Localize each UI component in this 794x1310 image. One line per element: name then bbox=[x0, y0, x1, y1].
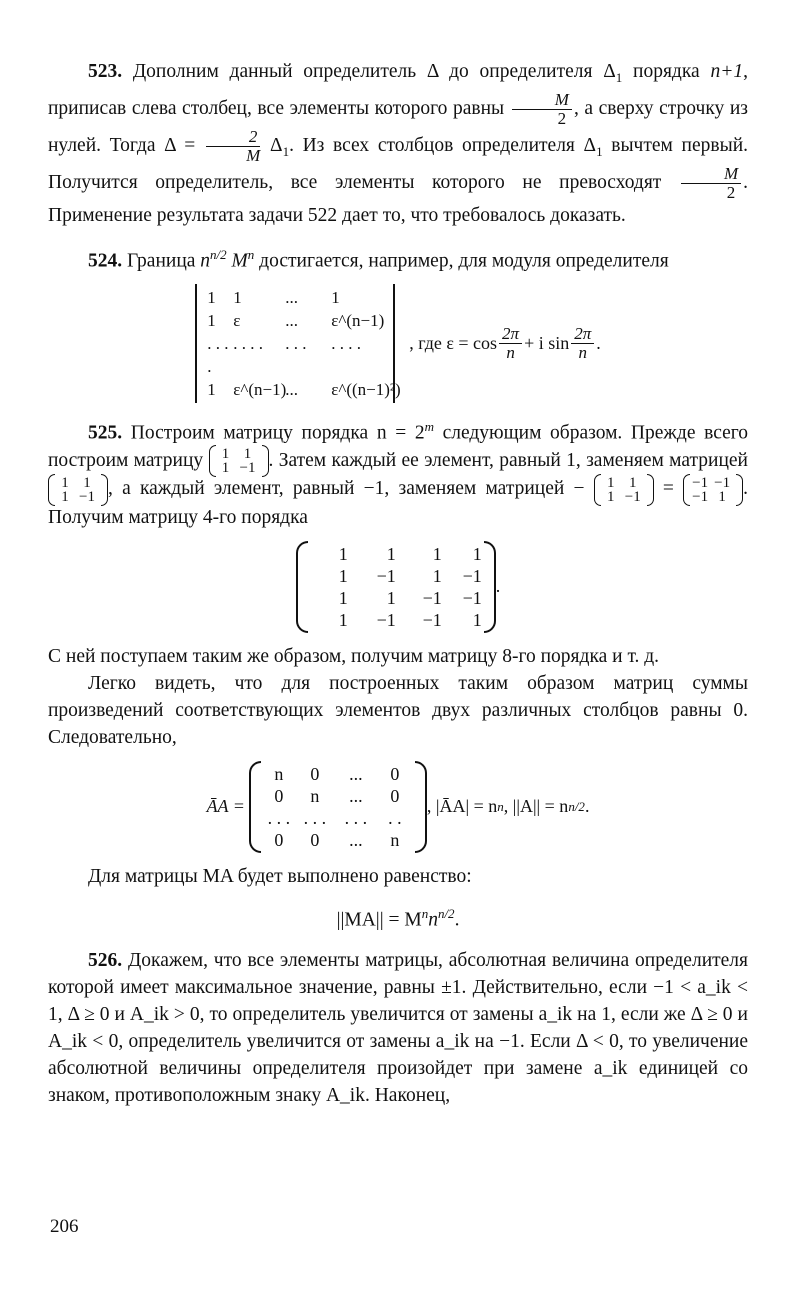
fraction: $\frac{M}{2}$ bbox=[512, 91, 572, 128]
matrix-cell: n bbox=[390, 829, 400, 850]
matrix-cell: 0 bbox=[274, 829, 284, 850]
matrix-cell: 1 bbox=[386, 543, 396, 564]
matrix-cell: 1 bbox=[331, 288, 340, 308]
equation: $||MA|| = M^nn^{n/2}$. bbox=[336, 905, 460, 931]
matrix-cell: . . . . bbox=[331, 334, 361, 354]
matrix-cell: ε bbox=[233, 311, 241, 331]
matrix-4x4 bbox=[296, 541, 496, 633]
matrix-cell: −1 bbox=[714, 474, 731, 491]
matrix-cell: 1 bbox=[207, 380, 216, 400]
paragraph: С ней поступаем таким же образом, получим матрицу 8-го порядка и т. д. bbox=[48, 645, 660, 667]
matrix-cell: 1 bbox=[432, 565, 442, 586]
matrix-cell: −1 bbox=[462, 587, 482, 608]
matrix-cell: 1 bbox=[221, 446, 230, 463]
matrix-cell: −1 bbox=[79, 488, 95, 505]
fraction: $\frac{M}{2}$ bbox=[681, 165, 741, 202]
problem-524: 524. Граница $n^{n/2}$ $M^n$ достигается, например, для модуля определителя bbox=[88, 246, 669, 272]
matrix-cell: ... bbox=[285, 311, 298, 331]
matrix-cell: 1 bbox=[233, 288, 242, 308]
matrix-cell: −1 bbox=[422, 609, 442, 630]
fraction: $\frac{2}{M}$ bbox=[206, 128, 261, 165]
matrix-cell: 1 bbox=[338, 543, 348, 564]
matrix-cell: −1 bbox=[376, 565, 396, 586]
page-number: 206 bbox=[50, 1216, 79, 1237]
matrix-cell: −1 bbox=[422, 587, 442, 608]
matrix-cell: 0 bbox=[390, 785, 400, 806]
matrix-cell: 0 bbox=[310, 829, 320, 850]
matrix-2x2-negated bbox=[683, 476, 743, 504]
problem-525: 525. Построим матрицу порядка $n = 2^m$ следующим образом. Прежде всего построим матрицу 1 1 1 −1 . Затем каждый ее элемент, равный 1, заменяем матрицей 1 1 1 −1 , а каждый элемент, равный −1, заменяем матрицей − 1 1 1 −1 = −1 −1 −1 1 . Получим матрицу 4-го порядка bbox=[48, 419, 749, 528]
problem-523: 523. Дополним данный определитель Δ до определителя $\Delta_1$ порядка n+1, приписав слева столбец, все элементы которого равны $\frac{M}{2}$ , а сверху строчку из нулей. Тогда Δ = $\frac{2}{M}$ $\Delta_1$. Из всех столбцов определителя $\Delta_1$ вычтем первый. Получится определитель, все элементы которого не превосходят $\frac{M}{2}$ . Применение результата задачи 522 дает то, что требовалось доказать. bbox=[48, 61, 749, 226]
matrix-cell: −1 bbox=[692, 488, 709, 505]
matrix-cell: . . . bbox=[267, 807, 291, 828]
matrix-cell: 1 bbox=[83, 474, 91, 491]
matrix-cell: 1 bbox=[606, 474, 615, 491]
paragraph: Для матрицы MA будет выполнено равенство: bbox=[88, 865, 472, 887]
matrix-cell: 1 bbox=[718, 488, 726, 505]
matrix-cell: 0 bbox=[274, 785, 284, 806]
matrix-cell: . . . . bbox=[207, 334, 229, 377]
matrix-cell: ... bbox=[285, 380, 298, 400]
problem-526: 526. Докажем, что все элементы матрицы, абсолютная величина определителя которой имеет максимальное значение, равны ±1. Действительно, если −1 < a_ik < 1, Δ ≥ 0 и A_ik > 0, то определитель увеличится от замены a_ik на 1, если же Δ ≥ 0 и A_ik < 0, определитель увеличится от замены a_ik на −1. Если Δ < 0, то увеличение абсолютной величины определителя произойдет при замене a_ik единицей со знаком, противоположным знаку A_ik. Наконец, bbox=[48, 950, 749, 1107]
determinant-formula: 1 1 ... 1 1 ε ... ε^(n−1) . . . . . . . . . . . . . . . 1 ε^(n−1) ... ε^((n−1)²) , где ε = cos $\frac{2\pi}{n}$ + i sin $\frac{2\pi}{n}$ . bbox=[48, 284, 748, 403]
matrix-cell: n bbox=[274, 763, 284, 784]
matrix-cell: −1 bbox=[239, 460, 256, 477]
matrix-cell: 1 bbox=[472, 609, 482, 630]
matrix-2x2 bbox=[209, 447, 269, 475]
matrix-cell: ε^(n−1) bbox=[233, 380, 287, 400]
matrix-cell: −1 bbox=[376, 609, 396, 630]
determinant bbox=[195, 284, 401, 403]
matrix-cell: 0 bbox=[310, 763, 320, 784]
matrix-cell: 1 bbox=[432, 543, 442, 564]
problem-number: 523. bbox=[88, 61, 123, 82]
matrix-cell: ε^(n−1) bbox=[331, 311, 385, 331]
matrix-2x2 bbox=[594, 476, 654, 504]
matrix-cell: 1 bbox=[61, 488, 69, 505]
matrix-cell: 1 bbox=[606, 488, 615, 505]
matrix-4x4-block: 1 1 1 1 1 −1 1 −1 1 1 −1 −1 1 −1 −1 1 . bbox=[48, 541, 748, 633]
matrix-cell: 1 bbox=[338, 609, 348, 630]
matrix-cell: 1 bbox=[338, 565, 348, 586]
matrix-cell: 1 bbox=[221, 460, 230, 477]
matrix-product-formula: ĀA = n 0 ... 0 0 n ... 0 . . . . . . . . . . . 0 0 ... n , |ĀA| = n n , ||A|| = n n/2 . bbox=[48, 761, 748, 853]
matrix-cell: ... bbox=[349, 829, 363, 850]
matrix-cell: 1 bbox=[61, 474, 69, 491]
matrix-cell: 1 bbox=[386, 587, 396, 608]
matrix-cell: ... bbox=[349, 763, 363, 784]
page-body bbox=[48, 58, 748, 1109]
matrix-cell: n bbox=[310, 785, 320, 806]
matrix-2x2 bbox=[48, 476, 108, 504]
matrix-cell: −1 bbox=[624, 488, 641, 505]
matrix-cell: 1 bbox=[472, 543, 482, 564]
matrix-cell: 1 bbox=[207, 311, 216, 331]
matrix-cell: ... bbox=[285, 288, 298, 308]
matrix-cell: 1 bbox=[628, 474, 637, 491]
matrix-cell: . . . . bbox=[233, 334, 263, 354]
matrix-cell: ... bbox=[349, 785, 363, 806]
matrix-cell: 1 bbox=[207, 288, 216, 308]
matrix-cell: 1 bbox=[338, 587, 348, 608]
matrix-cell: −1 bbox=[462, 565, 482, 586]
matrix-cell: −1 bbox=[692, 474, 709, 491]
matrix-cell: . . . bbox=[285, 334, 307, 354]
matrix-nxn bbox=[249, 761, 427, 853]
matrix-cell: ε^((n−1)²) bbox=[331, 380, 401, 400]
matrix-cell: 0 bbox=[390, 763, 400, 784]
paragraph: Легко видеть, что для построенных таким образом матриц суммы произведений соответствующих элементов двух различных столбцов равны 0. Следовательно, bbox=[48, 672, 748, 748]
matrix-cell: . . . bbox=[303, 807, 327, 828]
matrix-cell: . . bbox=[388, 807, 402, 828]
matrix-cell: . . . bbox=[344, 807, 368, 828]
matrix-cell: 1 bbox=[243, 446, 252, 463]
